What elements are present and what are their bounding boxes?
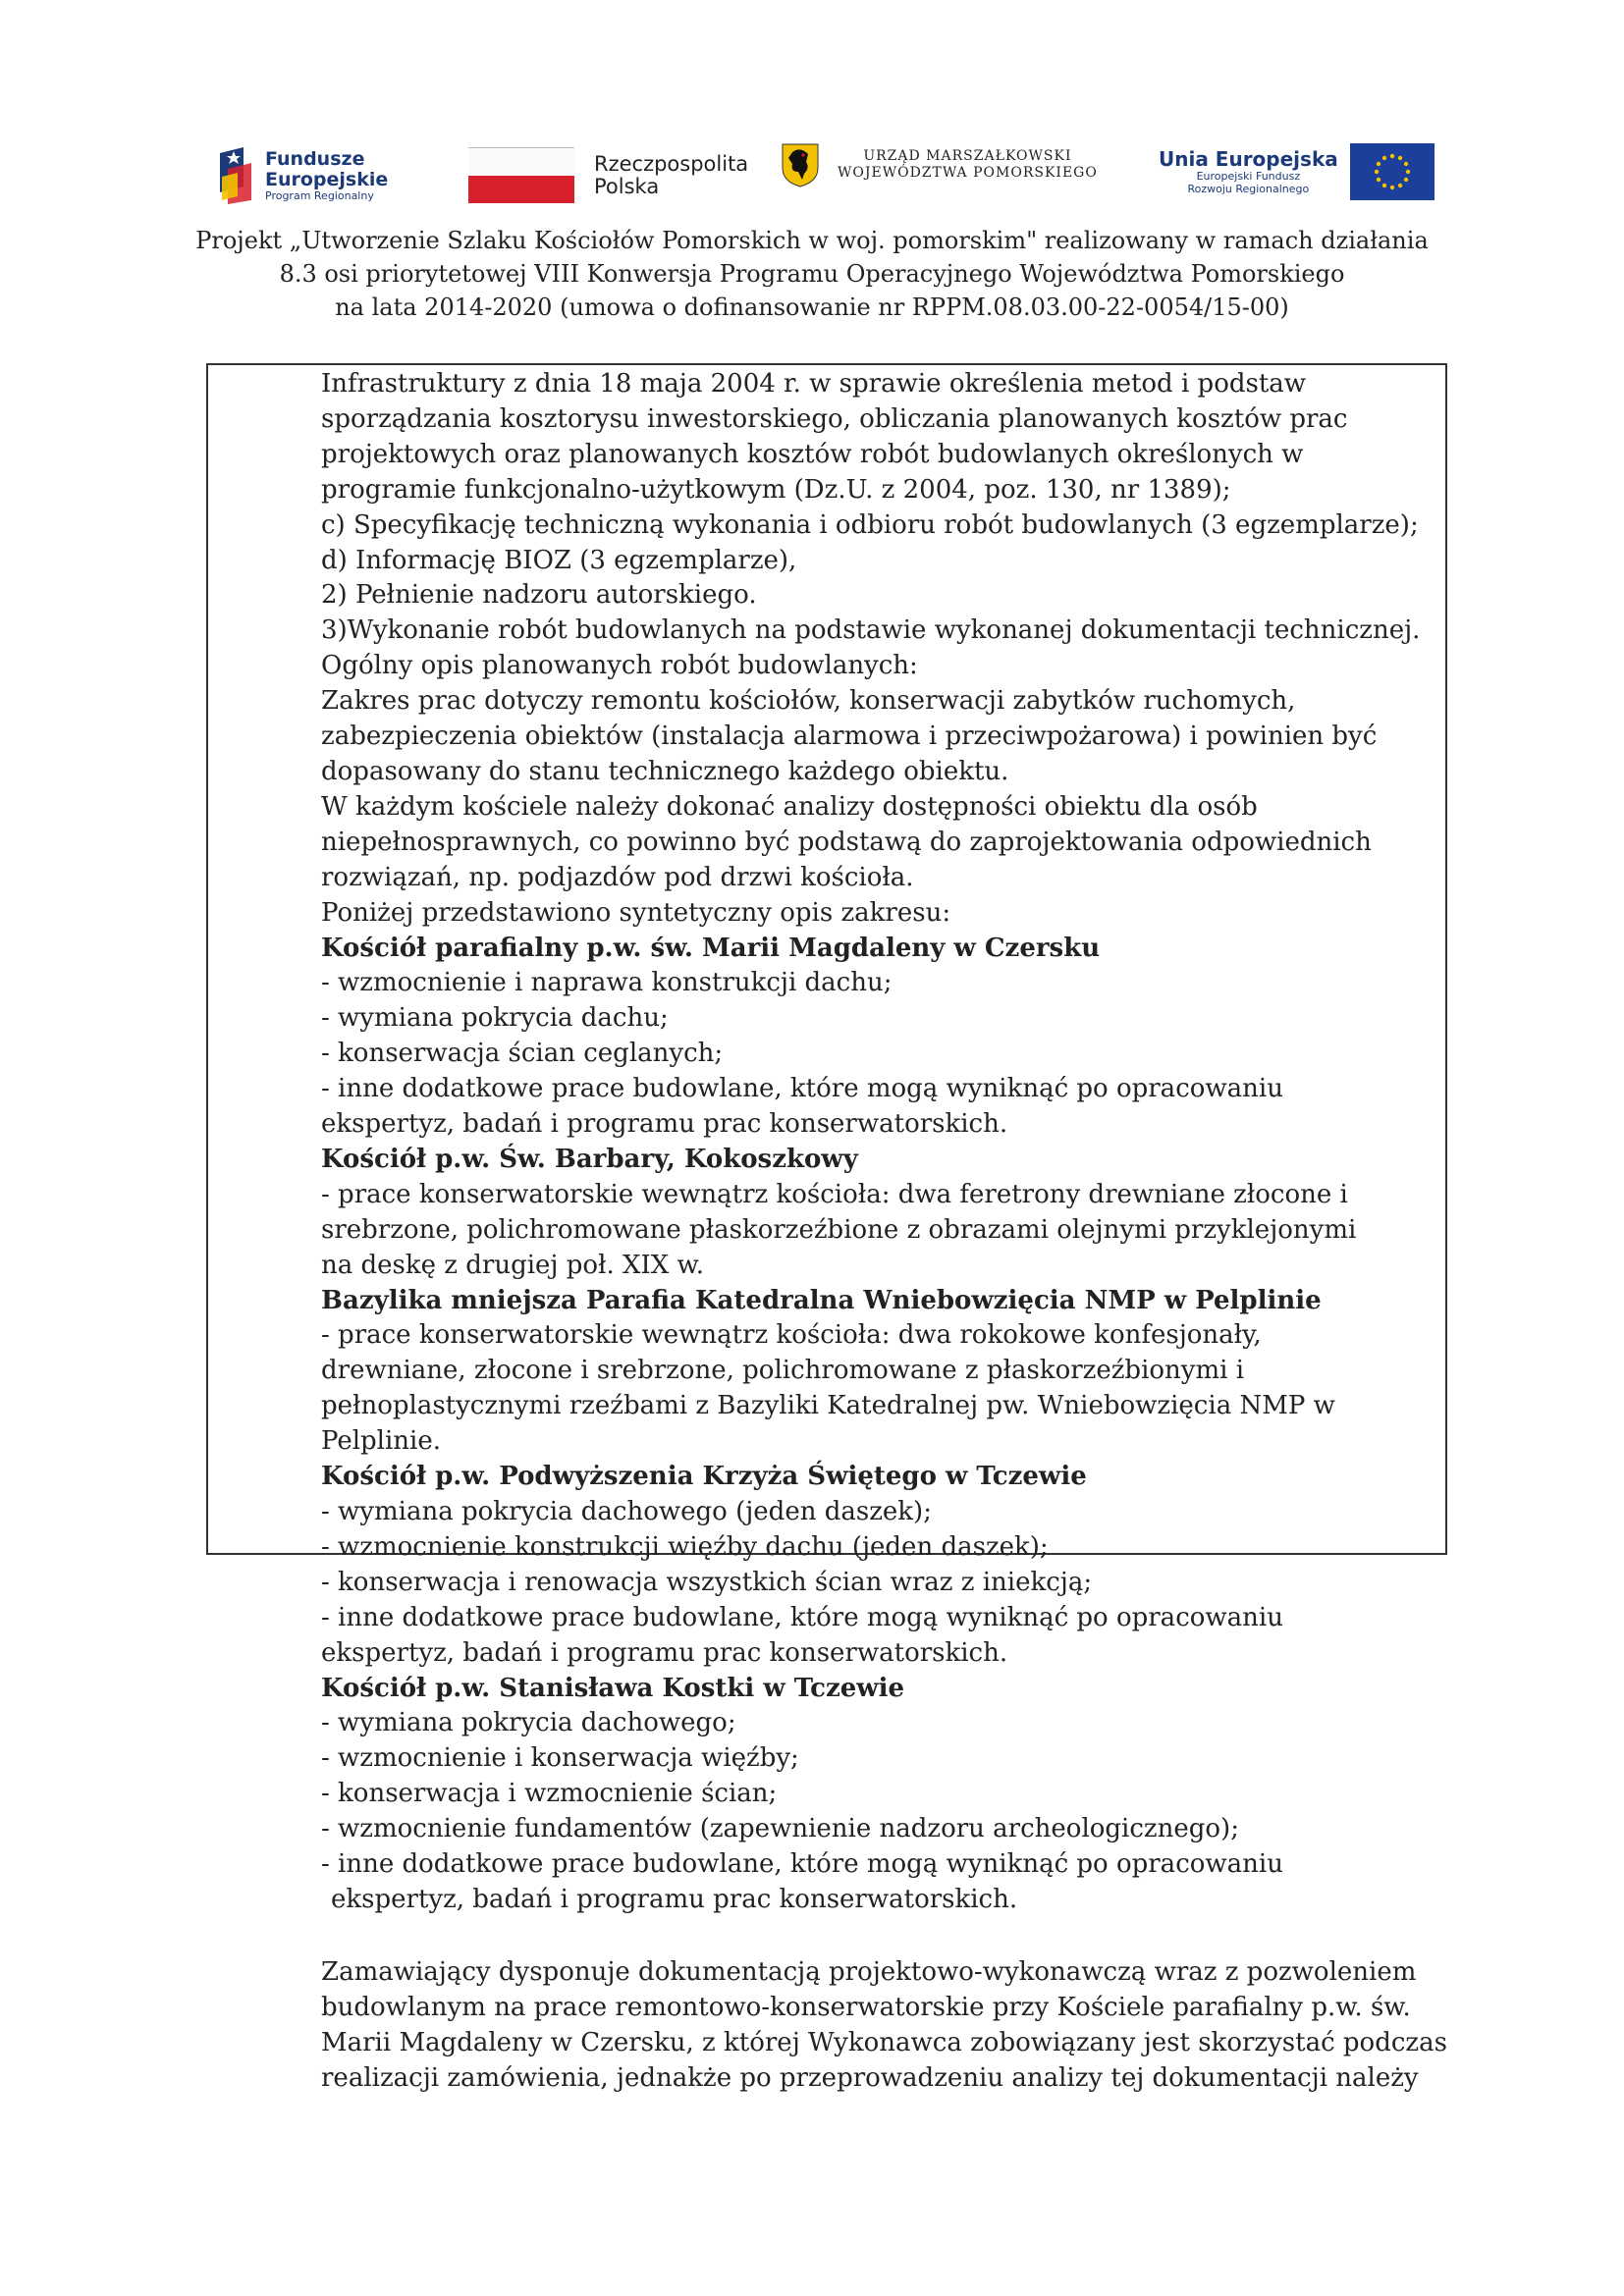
body-line: Marii Magdaleny w Czersku, z której Wykonawca zobowiązany jest skorzystać podczas <box>321 2027 1447 2057</box>
body-line: 3)Wykonanie robót budowlanych na podstawie wykonanej dokumentacji technicznej. <box>321 615 1421 646</box>
document-body <box>321 367 1450 2097</box>
section-heading-kokoszkowy: Kościół p.w. Św. Barbary, Kokoszkowy <box>321 1144 858 1174</box>
body-line: - wymiana pokrycia dachu; <box>321 1003 669 1034</box>
body-line: ekspertyz, badań i programu prac konserwatorskich. <box>331 1884 1018 1914</box>
body-line: sporządzania kosztorysu inwestorskiego, obliczania planowanych kosztów prac <box>321 403 1348 434</box>
body-line: - prace konserwatorskie wewnątrz kościoła: dwa feretrony drewniane złocone i <box>321 1179 1348 1209</box>
body-line: - wzmocnienie fundamentów (zapewnienie nadzoru archeologicznego); <box>321 1814 1239 1844</box>
body-line: - wzmocnienie i konserwacja więźby; <box>321 1743 799 1774</box>
body-line: - inne dodatkowe prace budowlane, które mogą wyniknąć po opracowaniu <box>321 1074 1283 1104</box>
body-line: Infrastruktury z dnia 18 maja 2004 r. w sprawie określenia metod i podstaw <box>321 369 1307 399</box>
body-line: Ogólny opis planowanych robót budowlanych: <box>321 651 918 681</box>
um-line1: URZĄD MARSZAŁKOWSKI <box>863 147 1072 164</box>
project-line: na lata 2014-2020 (umowa o dofinansowanie nr RPPM.08.03.00-22-0054/15-00) <box>335 294 1289 321</box>
logo-urzad-marszalkowski <box>781 142 1098 187</box>
eu-flag-icon <box>1350 143 1435 200</box>
body-line: dopasowany do stanu technicznego każdego obiektu. <box>321 756 1009 786</box>
rp-line2: Polska <box>594 174 660 198</box>
ue-line3: Rozwoju Regionalnego <box>1187 182 1310 195</box>
section-heading-tczew-krzyz: Kościół p.w. Podwyższenia Krzyża Świętego w Tczewie <box>321 1462 1087 1492</box>
body-line: rozwiązań, np. podjazdów pod drzwi kościoła. <box>321 862 914 892</box>
section-heading-tczew-kostka: Kościół p.w. Stanisława Kostki w Tczewie <box>321 1673 905 1703</box>
project-line: Projekt „Utworzenie Szlaku Kościołów Pomorskich w woj. pomorskim" realizowany w ramach działania <box>195 227 1429 254</box>
body-line: realizacji zamówienia, jednakże po przeprowadzeniu analizy tej dokumentacji należy <box>321 2062 1419 2093</box>
body-line: srebrzone, polichromowane płaskorzeźbione z obrazami olejnymi przyklejonymi <box>321 1214 1357 1245</box>
section-heading-czersk: Kościół parafialny p.w. św. Marii Magdaleny w Czersku <box>321 933 1101 963</box>
logo-bar <box>0 0 1624 226</box>
rp-line1: Rzeczpospolita <box>594 152 749 177</box>
body-line: budowlanym na prace remontowo-konserwatorskie przy Kościele parafialny p.w. św. <box>321 1992 1411 2022</box>
section-heading-pelplin: Bazylika mniejsza Parafia Katedralna Wniebowzięcia NMP w Pelplinie <box>321 1285 1322 1315</box>
body-line: projektowych oraz planowanych kosztów robót budowlanych określonych w <box>321 439 1304 469</box>
paragraph-gap <box>321 1918 1450 1955</box>
logo-rzeczpospolita <box>468 147 748 203</box>
body-line: zabezpieczenia obiektów (instalacja alarmowa i przeciwpożarowa) i powinien być <box>321 721 1378 752</box>
body-line: Zakres prac dotyczy remontu kościołów, konserwacji zabytków ruchomych, <box>321 686 1296 717</box>
body-line: 2) Pełnienie nadzoru autorskiego. <box>321 580 757 611</box>
fe-line1: Fundusze <box>265 148 365 171</box>
body-line: - inne dodatkowe prace budowlane, które mogą wyniknąć po opracowaniu <box>321 1849 1283 1880</box>
body-line: - wymiana pokrycia dachowego (jeden daszek); <box>321 1497 932 1526</box>
ue-line2: Europejski Fundusz <box>1196 169 1301 183</box>
body-line: ekspertyz, badań i programu prac konserwatorskich. <box>321 1637 1008 1668</box>
body-line: pełnoplastycznymi rzeźbami z Bazyliki Katedralnej pw. Wniebowzięcia NMP w <box>321 1391 1335 1421</box>
project-description <box>147 224 1477 324</box>
ue-line1: Unia Europejska <box>1159 146 1338 171</box>
body-line: d) Informację BIOZ (3 egzemplarze), <box>321 545 797 575</box>
body-line: W każdym kościele należy dokonać analizy dostępności obiektu dla osób <box>321 791 1258 822</box>
body-line: programie funkcjonalno-użytkowym (Dz.U. z 2004, poz. 130, nr 1389); <box>321 474 1231 505</box>
body-line: - konserwacja ścian ceglanych; <box>321 1039 724 1069</box>
fundusze-europejskie-icon <box>218 147 255 204</box>
body-line: - konserwacja i wzmocnienie ścian; <box>321 1779 778 1809</box>
logo-unia-europejska <box>1159 143 1435 200</box>
body-line: drewniane, złocone i srebrzone, polichromowane z płaskorzeźbionymi i <box>321 1356 1245 1386</box>
body-line: - inne dodatkowe prace budowlane, które mogą wyniknąć po opracowaniu <box>321 1602 1283 1632</box>
body-line: Zamawiający dysponuje dokumentacją projektowo-wykonawczą wraz z pozwoleniem <box>321 1956 1417 1987</box>
body-line: ekspertyz, badań i programu prac konserwatorskich. <box>321 1109 1008 1140</box>
body-line: - konserwacja i renowacja wszystkich ścian wraz z iniekcją; <box>321 1567 1093 1597</box>
body-line: - wzmocnienie i naprawa konstrukcji dachu; <box>321 968 893 998</box>
body-line: na deskę z drugiej poł. XIX w. <box>321 1250 704 1280</box>
polish-flag-icon <box>468 147 574 203</box>
body-line: Pelplinie. <box>321 1426 442 1457</box>
body-line: Poniżej przedstawiono syntetyczny opis zakresu: <box>321 897 951 928</box>
logo-fundusze-europejskie <box>218 147 388 204</box>
body-line: - wzmocnienie konstrukcji więźby dachu (jeden daszek); <box>321 1531 1049 1562</box>
um-line2: WOJEWÓDZTWA POMORSKIEGO <box>838 165 1098 181</box>
body-line: niepełnosprawnych, co powinno być podstawą do zaprojektowania odpowiednich <box>321 827 1372 857</box>
body-line: c) Specyfikację techniczną wykonania i odbioru robót budowlanych (3 egzemplarze); <box>321 509 1419 540</box>
pomeranian-griffin-crest-icon <box>781 142 820 187</box>
fe-line2: Europejskie <box>265 168 389 190</box>
body-line: - prace konserwatorskie wewnątrz kościoła: dwa rokokowe konfesjonały, <box>321 1320 1262 1351</box>
fe-line3: Program Regionalny <box>265 188 374 202</box>
body-line: - wymiana pokrycia dachowego; <box>321 1708 736 1738</box>
project-line: 8.3 osi priorytetowej VIII Konwersja Programu Operacyjnego Województwa Pomorskiego <box>279 260 1345 288</box>
